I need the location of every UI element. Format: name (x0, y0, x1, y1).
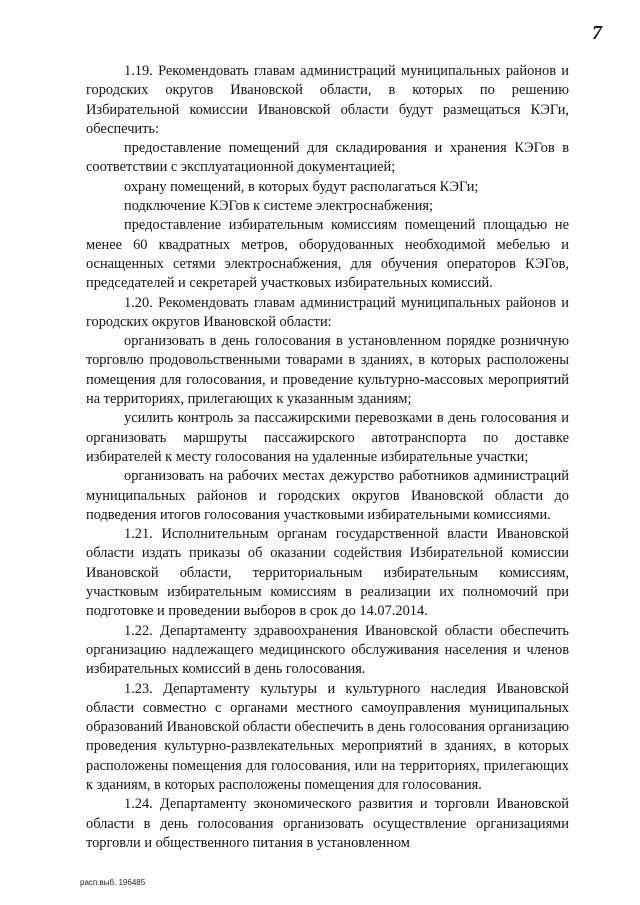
paragraph-guard: охрану помещений, в которых будут располагаться КЭГи; (124, 178, 479, 195)
paragraph-1-20: 1.20. Рекомендовать главам администраций муниципальных районов и городских округов Ивановской области: (86, 294, 569, 330)
footer-document-code: расп.выб. 196485 (80, 878, 146, 887)
paragraph-transport: усилить контроль за пассажирскими перевозками в день голосования и организовать маршруты пассажирского автотранспорта по доставке избирателей к месту голосования на удаленные избирательные участки; (86, 410, 569, 465)
document-body (86, 62, 569, 853)
paragraph-1-24: 1.24. Департаменту экономического развития и торговли Ивановской области в день голосования организовать осуществление организациями торговли и общественного питания в установленном (86, 796, 569, 851)
paragraph-1-22: 1.22. Департаменту здравоохранения Ивановской области обеспечить организацию надлежащего медицинского обслуживания населения и членов избирательных комиссий в день голосования. (86, 622, 569, 678)
paragraph-1-23: 1.23. Департаменту культуры и культурного наследия Ивановской области совместно с органами местного самоуправления муниципальных образований Ивановской области обеспечить в день голосования организацию проведения культурно-развлекательных мероприятий в зданиях, в которых расположены помещения для голосования, или на территориях, прилегающих к зданиям, в которых расположены помещения для голосования. (86, 680, 569, 793)
paragraph-1-21: 1.21. Исполнительным органам государственной власти Ивановской области издать приказы об оказании содействия Избирательной комиссии Ивановской области, территориальным избирательным комиссиям, участковым избирательным комиссиям в реализации их полномочий при подготовке и проведении выборов в срок до 14.07.2014. (86, 526, 569, 620)
paragraph-storage: предоставление помещений для складирования и хранения КЭГов в соответствии с эксплуатационной документацией; (86, 140, 569, 176)
paragraph-trade: организовать в день голосования в установленном порядке розничную торговлю продовольственными товарами в зданиях, в которых расположены помещения для голосования, и проведение культурно-массовых мероприятий на территориях, прилегающих к указанным зданиям; (86, 333, 569, 408)
paragraph-training-rooms: предоставление избирательным комиссиям помещений площадью не менее 60 квадратных метров, оборудованных необходимой мебелью и оснащенных сетями электроснабжения, для обучения операторов КЭГов, председателей и секретарей участковых избирательных комиссий. (86, 217, 569, 292)
page-number: 7 (592, 22, 602, 44)
paragraph-1-19: 1.19. Рекомендовать главам администраций муниципальных районов и городских округов Ивановской области, в которых по решению Избирательной комиссии Ивановской области будут размещаться КЭГи, обеспечить: (86, 63, 569, 137)
paragraph-duty: организовать на рабочих местах дежурство работников администраций муниципальных районов и городских округов Ивановской области до подведения итогов голосования участковыми избирательными комиссиями. (86, 468, 569, 523)
paragraph-power: подключение КЭГов к системе электроснабжения; (124, 198, 434, 215)
